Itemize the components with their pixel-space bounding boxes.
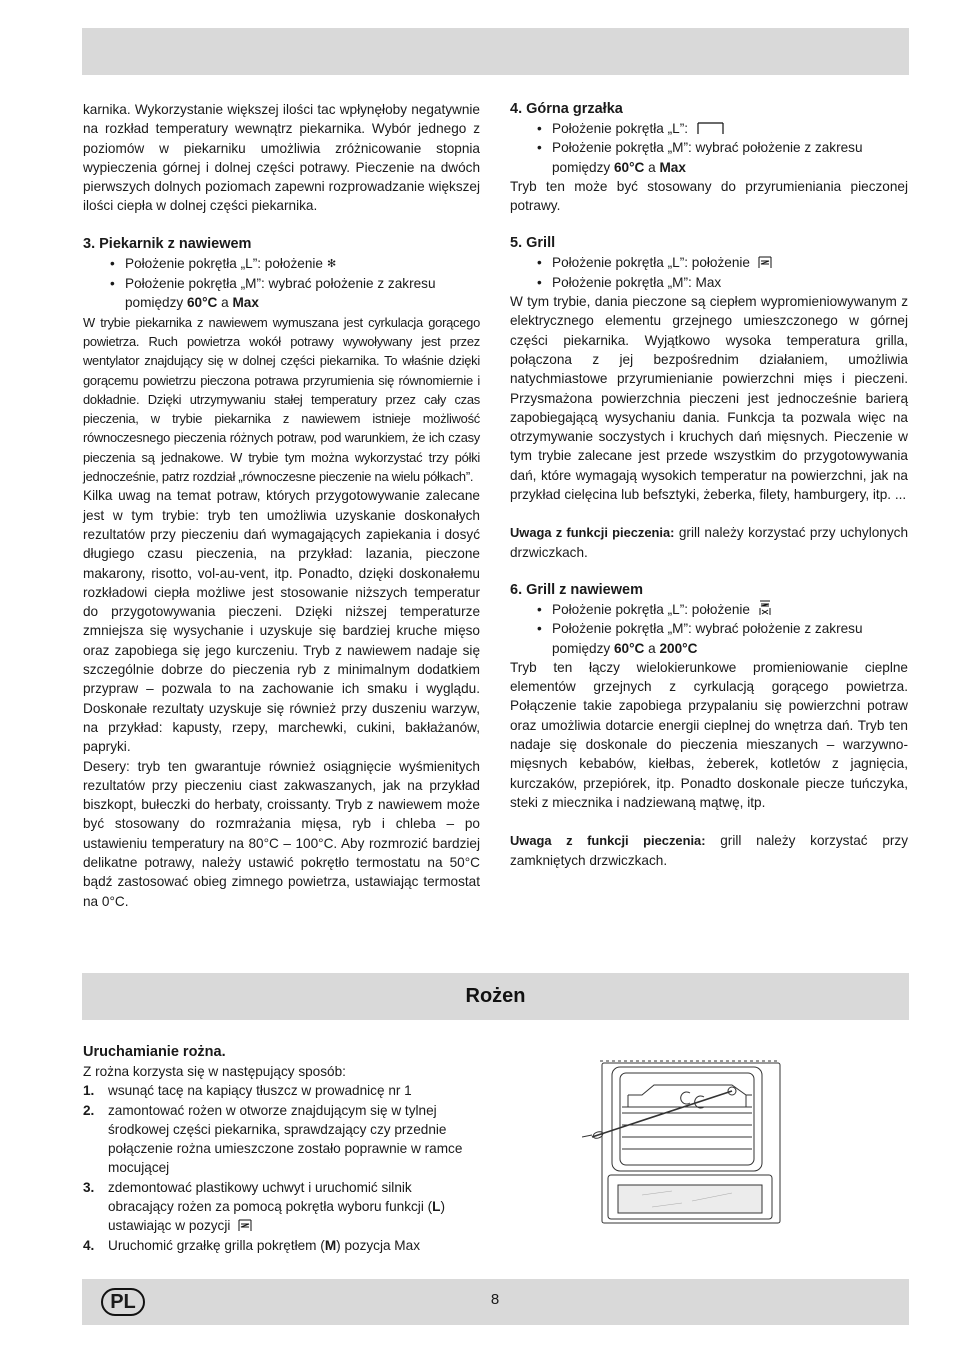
grill-settings-list	[510, 253, 908, 292]
convection-paragraph-3: Desery: tryb ten gwarantuje również osiągnięcie wyśmienitych rezultatów przy pieczeniu ciast zakwaszanych, jak na przykład biszkopt, bułeczki do herbaty, croissanty. Tryb z nawiewem może być stosowany do rozmrażania mięsa, ryb i chleba – po ustawieniu temperatury na 80°C – 100°C. Aby rozmrozić bardziej delikatne potrawy, należy ustawić pokrętło termostatu na 50°C bądź zastosować obieg zimnego powietrza, ustawiając termostat na 0°C.	[83, 758, 480, 909]
list-item: 2. zamontować rożen w otworze znajdującym się w tylnej środkowej części piekarnika, sprawdzający czy przednie połączenie rożna umieszczone zostało poprawnie w ramce mocującej	[83, 1102, 463, 1176]
list-item: • Położenie pokrętła „L”: położenie	[510, 253, 908, 272]
rotisserie-instructions	[83, 1043, 480, 1255]
grill-paragraph: W tym trybie, dania pieczone są ciepłem wypromieniowywanym z elektrycznego elementu grzejnego umieszczonego w górnej części piekarnika. Wyjątkowo wysoka temperatura grilla, połączona z jej bezpośrednim działaniem, umożliwia natychmiastowe przyrumienianie powierzchni mięs i pieczeni. Przysmażona powierzchnia pieczeni jest jednocześnie barierą zapobiegającą wysychaniu dania. Funkcja ta pozwala więc na otrzymywanie soczystych i kruchych dań mięsnych. Pieczenie w tym trybie zalecane jest przede wszystkim do przygotowywania dań, które wymagają wysokich temperatur na powierzchni, jak na przykład cielęcina lub befsztyki, żeberka, filety, hamburgery, itp. ...	[510, 294, 908, 503]
right-column	[510, 100, 908, 870]
left-column	[83, 100, 480, 911]
list-item: 1. wsunąć tacę na kapiący tłuszcz w prowadnicę nr 1	[83, 1083, 412, 1099]
convection-settings-list	[83, 254, 480, 313]
header-bar	[82, 28, 909, 75]
oven-rotisserie-illustration-icon	[582, 1055, 800, 1235]
page-number: 8	[490, 1291, 500, 1308]
convection-paragraph-1: W trybie piekarnika z nawiewem wymuszana jest cyrkulacja gorącego powietrza. Ruch powietrza wokół potrawy wywoływany jest przez wentylator znajdujący się w dolnej części piekarnika. To właśnie dzięki gorącemu powietrzu pieczona potrawa przyrumienia się równomiernie i dokładnie. Dzięki utrzymywaniu stałej temperatury przez cały czas pieczenia, w trybie piekarnika z nawiewem istnieje możliwość równoczesnego pieczenia różnych potraw, pod warunkiem, że ich czasy pieczenia są jednakowe. W trybie tym można wykorzystać trzy półki jednocześnie, patrz rozdział „równoczesne pieczenie na wielu półkach”.	[83, 314, 480, 485]
grill-fan-paragraph: Tryb ten łączy wielokierunkowe promieniowanie cieplne elementów grzejnych z cyrkulacją gorącego powietrza. Połączenie takie zapobiega przypalaniu się powierzchni potraw oraz umożliwia dotarcie energii cieplnej do wnętrza dań. Tryb ten nadaje się doskonale do pieczenia mieszanych – warzywno-mięsnych kebabów, kiełbas, żeberek, kotletów z jagnięcia, kurczaków, przepiórek, itp. Ponadto doskonale piecze tuńczyka, steki z miecznika i nadziewaną mątwę, itp.	[510, 659, 908, 810]
intro-paragraph: karnika. Wykorzystanie większej ilości tac wpłynęłoby negatywnie na rozkład temperatury wewnątrz piekarnika. Wybór jednego z poziomów w piekarniku umożliwia zróżnicowanie stopnia wypieczenia górnej i dolnej części potrawy. Pieczenie na dwóch pierwszych dolnych poziomach zapewni rozprowadzanie większej ilości ciepła w dolnej części piekarnika.	[83, 102, 480, 214]
grill-fan-symbol-icon	[758, 600, 772, 616]
list-item: • Położenie pokrętła „L”: położenie	[510, 600, 908, 619]
list-item: • Położenie pokrętła „L”:	[510, 119, 908, 138]
rotisserie-subheading: Uruchamianie rożna.	[83, 1044, 226, 1060]
section-heading-grill-fan: 6. Grill z nawiewem	[510, 581, 643, 598]
list-item: • Położenie pokrętła „M”: Max	[510, 273, 908, 292]
section-heading-top-heater: 4. Górna grzałka	[510, 101, 623, 117]
section-heading-convection: 3. Piekarnik z nawiewem	[83, 235, 252, 252]
convection-paragraph-2: Kilka uwag na temat potraw, których przygotowywanie zalecane jest w tym trybie: tryb ten umożliwia uzyskanie doskonałych rezultatów przy pieczeniu dań wymagających zapiekania i dosyć długiego czasu pieczenia, na przykład: lazania, pieczone makarony, risotto, vol-au-vent, itp. Ponadto, dzięki doskonałemu rozkładowi ciepła możliwe jest stosowanie niższych temperatur do przygotowywania pieczeni. Dzięki niższej temperaturze zmniejsza się wysychanie i uzyskuje się bardziej kruche mięso oraz zapobiega się jego kurczeniu. Tryb z nawiewem nadaje się szczególnie dobrze do pieczenia ryb z minimalnym dodatkiem przypraw – pozwala to na zachowanie ich smaku i wyglądu. Doskonałe rezultaty uzyskuje się również przy duszeniu warzyw, na przykład: kapusty, rzepy, marchewki, cukini, bakłażanów, papryki.	[83, 488, 480, 755]
list-item: 3. zdemontować plastikowy uchwyt i uruchomić silnik obracający rożen za pomocą pokrętła wyboru funkcji (L) ustawiając w pozycji	[83, 1179, 445, 1234]
grill-fan-settings-list	[510, 600, 908, 658]
list-item: • Położenie pokrętła „M”: wybrać położenie z zakresu pomiędzy 60°C a Max	[83, 274, 480, 313]
section-heading-grill: 5. Grill	[510, 235, 556, 252]
top-heater-paragraph: Tryb ten może być stosowany do przyrumieniania pieczonej potrawy.	[510, 178, 908, 214]
language-badge: PL	[101, 1288, 145, 1316]
list-item: • Położenie pokrętła „L”: położenie ✻	[83, 254, 480, 274]
section-title-bar	[82, 973, 909, 1020]
rotisserie-intro: Z rożna korzysta się w następujący sposób:	[83, 1064, 346, 1079]
grill-symbol-icon	[758, 255, 772, 269]
grill-note: Uwaga z funkcji pieczenia: grill należy korzystać przy uchylonych drzwiczkach.	[510, 525, 908, 560]
grill-symbol-icon	[238, 1218, 252, 1232]
grill-fan-note: Uwaga z funkcji pieczenia: grill należy korzystać przy zamkniętych drzwiczkach.	[510, 833, 908, 868]
list-item: 4. Uruchomić grzałkę grilla pokrętłem (M) pozycja Max	[83, 1237, 420, 1253]
rotisserie-steps	[83, 1081, 480, 1255]
section-title: Rożen	[465, 985, 526, 1007]
top-heater-symbol-icon	[696, 121, 726, 135]
top-heater-settings-list	[510, 119, 908, 177]
fan-symbol-icon: ✻	[327, 257, 337, 270]
list-item: • Położenie pokrętła „M”: wybrać położenie z zakresu pomiędzy 60°C a Max	[510, 138, 908, 177]
list-item: • Położenie pokrętła „M”: wybrać położenie z zakresu pomiędzy 60°C a 200°C	[510, 619, 908, 658]
